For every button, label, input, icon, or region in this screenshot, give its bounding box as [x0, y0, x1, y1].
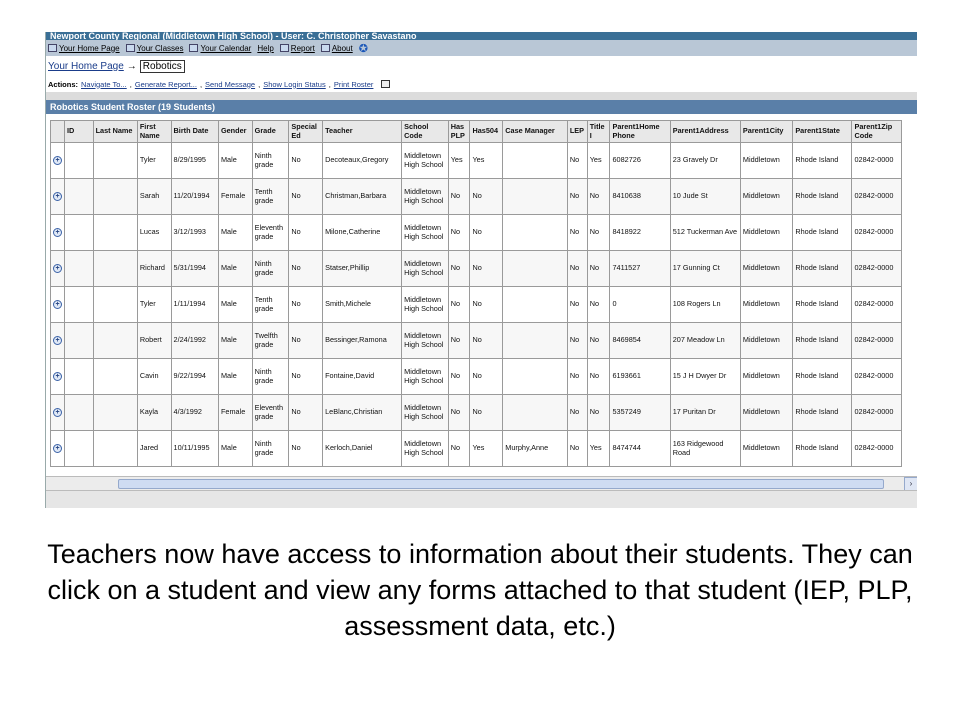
navigate-to-action[interactable]: Navigate To... [81, 79, 127, 89]
cell-school: Middletown High School [402, 143, 449, 179]
menu-your-home-page[interactable] [48, 44, 120, 53]
row-expand-cell[interactable] [51, 323, 65, 359]
cell-title1: No [587, 323, 610, 359]
cell-teacher: Fontaine,David [323, 359, 402, 395]
cell-address: 23 Gravely Dr [670, 143, 740, 179]
cell-school: Middletown High School [402, 287, 449, 323]
cell-phone: 8469854 [610, 323, 670, 359]
window-title: Newport County Regional (Middletown High School) - User: C. Christopher Savastano [46, 32, 917, 40]
cell-school: Middletown High School [402, 395, 449, 431]
cell-state: Rhode Island [793, 431, 852, 467]
home-icon [48, 44, 57, 52]
cell-school: Middletown High School [402, 215, 449, 251]
cell-cm [503, 179, 568, 215]
cell-lep: No [567, 431, 587, 467]
cell-zip: 02842-0000 [852, 143, 902, 179]
roster-title: Robotics Student Roster (19 Students) [46, 100, 917, 114]
breadcrumb-home-link[interactable]: Your Home Page [48, 60, 124, 72]
cell-sped: No [289, 215, 323, 251]
expand-row-icon[interactable]: + [53, 444, 62, 453]
column-header[interactable]: Parent1Address [670, 121, 740, 143]
cell-has504: No [470, 323, 503, 359]
cell-sped: No [289, 431, 323, 467]
cell-phone: 6082726 [610, 143, 670, 179]
cell-id [65, 431, 94, 467]
scrollbar-thumb[interactable] [118, 479, 884, 489]
menu-your-classes[interactable] [126, 44, 184, 53]
cell-birth: 5/31/1994 [171, 251, 218, 287]
cell-id [65, 179, 94, 215]
column-header[interactable]: Teacher [323, 121, 402, 143]
cell-zip: 02842-0000 [852, 179, 902, 215]
cell-first: Jared [137, 431, 171, 467]
cell-zip: 02842-0000 [852, 251, 902, 287]
cell-lep: No [567, 323, 587, 359]
cell-last [93, 431, 137, 467]
cell-id [65, 395, 94, 431]
cell-last [93, 287, 137, 323]
roster-panel [46, 100, 917, 476]
scroll-right-arrow-icon[interactable]: › [904, 477, 917, 491]
cell-title1: No [587, 179, 610, 215]
cell-cm [503, 323, 568, 359]
row-expand-cell[interactable] [51, 431, 65, 467]
cell-title1: No [587, 359, 610, 395]
cell-first: Richard [137, 251, 171, 287]
cell-city: Middletown [740, 395, 792, 431]
cell-plp: No [448, 179, 470, 215]
menu-label: Your Home Page [59, 43, 120, 53]
cell-address: 207 Meadow Ln [670, 323, 740, 359]
cell-city: Middletown [740, 359, 792, 395]
cell-sped: No [289, 359, 323, 395]
cell-lep: No [567, 251, 587, 287]
cell-last [93, 395, 137, 431]
cell-cm [503, 287, 568, 323]
menu-report[interactable] [280, 44, 315, 53]
column-header[interactable]: Special Ed [289, 121, 323, 143]
cell-city: Middletown [740, 215, 792, 251]
menu-about[interactable] [321, 44, 353, 53]
cell-state: Rhode Island [793, 251, 852, 287]
column-header[interactable]: Parent1Home Phone [610, 121, 670, 143]
cell-gender: Female [218, 395, 252, 431]
cell-birth: 9/22/1994 [171, 359, 218, 395]
cell-zip: 02842-0000 [852, 287, 902, 323]
cell-gender: Male [218, 287, 252, 323]
column-header[interactable]: LEP [567, 121, 587, 143]
cell-gender: Male [218, 215, 252, 251]
cell-gender: Male [218, 323, 252, 359]
cell-lep: No [567, 215, 587, 251]
cell-lep: No [567, 143, 587, 179]
status-bar [46, 490, 917, 508]
cell-cm [503, 251, 568, 287]
expand-row-icon[interactable]: + [53, 336, 62, 345]
cell-zip: 02842-0000 [852, 395, 902, 431]
cell-plp: Yes [448, 143, 470, 179]
menu-label: Report [290, 43, 315, 53]
cell-city: Middletown [740, 323, 792, 359]
cell-teacher: Statser,Phillip [323, 251, 402, 287]
column-header[interactable]: Has504 [470, 121, 503, 143]
cell-id [65, 251, 94, 287]
cell-grade: Ninth grade [252, 431, 289, 467]
column-header[interactable]: ID [65, 121, 94, 143]
cell-birth: 1/11/1994 [171, 287, 218, 323]
cell-address: 15 J H Dwyer Dr [670, 359, 740, 395]
cell-first: Tyler [137, 287, 171, 323]
column-header[interactable]: Title I [587, 121, 610, 143]
menu-bar [46, 40, 917, 56]
cell-plp: No [448, 287, 470, 323]
cell-sped: No [289, 143, 323, 179]
cell-state: Rhode Island [793, 179, 852, 215]
cell-zip: 02842-0000 [852, 359, 902, 395]
cell-phone: 8474744 [610, 431, 670, 467]
expand-column-header [51, 121, 65, 143]
roster-grid [50, 120, 902, 476]
table-row[interactable] [51, 431, 902, 467]
cell-teacher: Decoteaux,Gregory [323, 143, 402, 179]
show-login-status-action[interactable]: Show Login Status [263, 79, 326, 89]
cell-sped: No [289, 323, 323, 359]
menu-label: Your Calendar [200, 43, 252, 53]
actions-label: Actions: [48, 79, 78, 89]
cell-phone: 7411527 [610, 251, 670, 287]
cell-gender: Male [218, 251, 252, 287]
app-screenshot [45, 32, 917, 508]
cell-lep: No [567, 359, 587, 395]
column-header[interactable]: Gender [218, 121, 252, 143]
cell-state: Rhode Island [793, 287, 852, 323]
table-row[interactable] [51, 395, 902, 431]
cell-title1: No [587, 251, 610, 287]
cell-address: 163 Ridgewood Road [670, 431, 740, 467]
expand-row-icon[interactable]: + [53, 408, 62, 417]
table-header-row [51, 121, 902, 143]
cell-phone: 8410638 [610, 179, 670, 215]
cell-has504: Yes [470, 143, 503, 179]
cell-plp: No [448, 323, 470, 359]
cell-has504: No [470, 359, 503, 395]
expand-row-icon[interactable]: + [53, 300, 62, 309]
cell-state: Rhode Island [793, 359, 852, 395]
cell-has504: No [470, 215, 503, 251]
cell-grade: Ninth grade [252, 143, 289, 179]
cell-grade: Ninth grade [252, 251, 289, 287]
cell-first: Kayla [137, 395, 171, 431]
column-header[interactable]: Has PLP [448, 121, 470, 143]
cell-teacher: LeBlanc,Christian [323, 395, 402, 431]
row-expand-cell[interactable] [51, 359, 65, 395]
cell-teacher: Christman,Barbara [323, 179, 402, 215]
actions-bar: Actions: Navigate To... , Generate Report... , Send Message , Show Login Status , Print Roster [46, 76, 917, 92]
cell-state: Rhode Island [793, 323, 852, 359]
row-expand-cell[interactable] [51, 395, 65, 431]
column-header[interactable]: Parent1State [793, 121, 852, 143]
cell-cm [503, 359, 568, 395]
expand-row-icon[interactable]: + [53, 192, 62, 201]
cell-address: 108 Rogers Ln [670, 287, 740, 323]
cell-school: Middletown High School [402, 179, 449, 215]
cell-plp: No [448, 431, 470, 467]
cell-gender: Male [218, 431, 252, 467]
breadcrumb-separator: → [126, 60, 137, 72]
cell-school: Middletown High School [402, 323, 449, 359]
menu-your-calendar[interactable] [189, 44, 251, 53]
table-row[interactable] [51, 251, 902, 287]
cell-title1: Yes [587, 431, 610, 467]
cell-title1: Yes [587, 143, 610, 179]
cell-birth: 3/12/1993 [171, 215, 218, 251]
column-header[interactable]: Birth Date [171, 121, 218, 143]
menu-label: Help [257, 43, 274, 53]
cell-id [65, 287, 94, 323]
expand-row-icon[interactable]: + [53, 228, 62, 237]
cell-title1: No [587, 215, 610, 251]
cell-last [93, 143, 137, 179]
cell-last [93, 215, 137, 251]
cell-cm [503, 143, 568, 179]
cell-address: 512 Tuckerman Ave [670, 215, 740, 251]
cell-grade: Tenth grade [252, 179, 289, 215]
cell-city: Middletown [740, 143, 792, 179]
cell-state: Rhode Island [793, 395, 852, 431]
cell-lep: No [567, 287, 587, 323]
cell-last [93, 179, 137, 215]
slide-caption: Teachers now have access to information about their students. They can click on a student and view any forms attached to that student (IEP, PLP, assessment data, etc.) [47, 539, 913, 641]
column-header[interactable]: Case Manager [503, 121, 568, 143]
breadcrumb [46, 56, 917, 76]
horizontal-scrollbar[interactable] [46, 476, 917, 490]
cell-teacher: Smith,Michele [323, 287, 402, 323]
cell-gender: Male [218, 359, 252, 395]
cell-has504: No [470, 251, 503, 287]
cell-city: Middletown [740, 179, 792, 215]
cell-id [65, 143, 94, 179]
cell-teacher: Kerloch,Daniel [323, 431, 402, 467]
send-message-action[interactable]: Send Message [205, 79, 256, 89]
expand-row-icon[interactable]: + [53, 372, 62, 381]
cell-title1: No [587, 287, 610, 323]
menu-label: About [331, 43, 353, 53]
cell-phone: 6193661 [610, 359, 670, 395]
cell-first: Sarah [137, 179, 171, 215]
table-body [51, 143, 902, 467]
table-row[interactable] [51, 215, 902, 251]
table-row[interactable] [51, 143, 902, 179]
row-expand-cell[interactable] [51, 287, 65, 323]
cell-state: Rhode Island [793, 215, 852, 251]
cell-state: Rhode Island [793, 143, 852, 179]
row-expand-cell[interactable] [51, 251, 65, 287]
cell-teacher: Bessinger,Ramona [323, 323, 402, 359]
column-header[interactable]: First Name [137, 121, 171, 143]
cell-has504: No [470, 179, 503, 215]
cell-lep: No [567, 395, 587, 431]
cell-school: Middletown High School [402, 431, 449, 467]
cell-has504: No [470, 287, 503, 323]
classes-icon [126, 44, 135, 52]
row-expand-cell[interactable] [51, 179, 65, 215]
expand-row-icon[interactable]: + [53, 264, 62, 273]
cell-lep: No [567, 179, 587, 215]
cell-cm [503, 395, 568, 431]
cell-birth: 11/20/1994 [171, 179, 218, 215]
cell-has504: Yes [470, 431, 503, 467]
row-expand-cell[interactable] [51, 215, 65, 251]
cell-last [93, 251, 137, 287]
cell-phone: 5357249 [610, 395, 670, 431]
column-header[interactable]: School Code [402, 121, 449, 143]
cell-id [65, 359, 94, 395]
printer-icon[interactable] [381, 80, 390, 88]
cell-school: Middletown High School [402, 251, 449, 287]
cell-phone: 0 [610, 287, 670, 323]
cell-first: Tyler [137, 143, 171, 179]
cell-id [65, 215, 94, 251]
table-row[interactable] [51, 359, 902, 395]
cell-cm: Murphy,Anne [503, 431, 568, 467]
cell-city: Middletown [740, 287, 792, 323]
cell-first: Cavin [137, 359, 171, 395]
menu-help[interactable] [257, 44, 273, 53]
generate-report-action[interactable]: Generate Report... [134, 79, 197, 89]
cell-birth: 8/29/1995 [171, 143, 218, 179]
cell-plp: No [448, 359, 470, 395]
breadcrumb-current: Robotics [140, 60, 185, 73]
cell-sped: No [289, 251, 323, 287]
cell-last [93, 359, 137, 395]
cell-address: 17 Puritan Dr [670, 395, 740, 431]
calendar-icon [189, 44, 198, 52]
cell-title1: No [587, 395, 610, 431]
help-icon[interactable]: ✪ [358, 42, 368, 55]
cell-last [93, 323, 137, 359]
cell-grade: Tenth grade [252, 287, 289, 323]
cell-grade: Eleventh grade [252, 395, 289, 431]
about-icon [321, 44, 330, 52]
cell-address: 17 Gunning Ct [670, 251, 740, 287]
cell-birth: 10/11/1995 [171, 431, 218, 467]
table-row[interactable] [51, 287, 902, 323]
column-header[interactable]: Grade [252, 121, 289, 143]
cell-school: Middletown High School [402, 359, 449, 395]
cell-cm [503, 215, 568, 251]
cell-gender: Female [218, 179, 252, 215]
cell-phone: 8418922 [610, 215, 670, 251]
column-header[interactable]: Parent1Zip Code [852, 121, 902, 143]
cell-has504: No [470, 395, 503, 431]
row-expand-cell[interactable] [51, 143, 65, 179]
table-row[interactable] [51, 323, 902, 359]
cell-plp: No [448, 251, 470, 287]
column-header[interactable]: Last Name [93, 121, 137, 143]
print-roster-action[interactable]: Print Roster [333, 79, 374, 89]
cell-sped: No [289, 179, 323, 215]
cell-zip: 02842-0000 [852, 215, 902, 251]
cell-zip: 02842-0000 [852, 431, 902, 467]
cell-plp: No [448, 215, 470, 251]
cell-city: Middletown [740, 431, 792, 467]
cell-address: 10 Jude St [670, 179, 740, 215]
cell-birth: 4/3/1992 [171, 395, 218, 431]
table-row[interactable] [51, 179, 902, 215]
cell-sped: No [289, 395, 323, 431]
cell-gender: Male [218, 143, 252, 179]
cell-id [65, 323, 94, 359]
menu-label: Your Classes [136, 43, 184, 53]
cell-grade: Twelfth grade [252, 323, 289, 359]
cell-sped: No [289, 287, 323, 323]
cell-grade: Ninth grade [252, 359, 289, 395]
cell-first: Robert [137, 323, 171, 359]
cell-plp: No [448, 395, 470, 431]
cell-city: Middletown [740, 251, 792, 287]
roster-table [50, 120, 902, 467]
expand-row-icon[interactable]: + [53, 156, 62, 165]
cell-zip: 02842-0000 [852, 323, 902, 359]
report-icon [280, 44, 289, 52]
cell-teacher: Milone,Catherine [323, 215, 402, 251]
cell-birth: 2/24/1992 [171, 323, 218, 359]
cell-grade: Eleventh grade [252, 215, 289, 251]
column-header[interactable]: Parent1City [740, 121, 792, 143]
cell-first: Lucas [137, 215, 171, 251]
